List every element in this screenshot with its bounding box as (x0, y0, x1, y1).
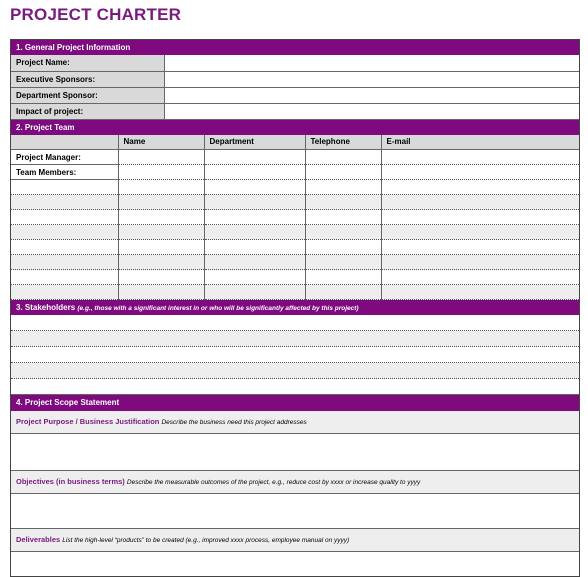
team-cell[interactable] (118, 285, 204, 300)
team-cell[interactable] (118, 255, 204, 270)
team-cell[interactable] (118, 240, 204, 255)
team-cell[interactable] (118, 270, 204, 285)
team-cell[interactable] (381, 150, 579, 165)
team-cell[interactable] (204, 195, 305, 210)
team-cell[interactable] (381, 255, 579, 270)
section-stakeholders-header (11, 300, 579, 315)
team-row (11, 180, 579, 195)
objectives-heading (11, 471, 579, 494)
team-cell[interactable] (381, 210, 579, 225)
deliverables-heading (11, 529, 579, 552)
team-cell[interactable] (305, 165, 381, 180)
team-cell[interactable] (305, 150, 381, 165)
purpose-heading (11, 411, 579, 434)
section-team-header: 2. Project Team (11, 120, 579, 135)
stakeholders-note: (e.g., those with a significant interest in or who will be significantly affected by this project) (77, 305, 359, 312)
team-cell[interactable] (305, 240, 381, 255)
team-members-label: Team Members: (11, 165, 118, 180)
team-cell[interactable] (11, 225, 118, 240)
team-cell[interactable] (11, 240, 118, 255)
team-cell[interactable] (11, 270, 118, 285)
stakeholder-line[interactable] (11, 347, 579, 363)
department-sponsor-field[interactable] (164, 87, 579, 103)
team-cell[interactable] (11, 285, 118, 300)
team-cell[interactable] (381, 270, 579, 285)
team-row (11, 270, 579, 285)
team-cell[interactable] (305, 225, 381, 240)
team-cell[interactable] (305, 270, 381, 285)
section-general-header: 1. General Project Information (11, 40, 579, 55)
team-cell[interactable] (204, 225, 305, 240)
objectives-title: Objectives (in business terms) (16, 477, 125, 486)
project-team-table (11, 135, 579, 301)
team-cell[interactable] (381, 180, 579, 195)
executive-sponsors-label: Executive Sponsors: (11, 71, 164, 87)
team-cell[interactable] (305, 180, 381, 195)
team-cell[interactable] (204, 240, 305, 255)
impact-field[interactable] (164, 103, 579, 119)
team-header-row (11, 135, 579, 150)
col-department: Department (204, 135, 305, 150)
team-cell[interactable] (204, 255, 305, 270)
stakeholder-line[interactable] (11, 363, 579, 379)
team-cell[interactable] (305, 210, 381, 225)
team-cell[interactable] (204, 165, 305, 180)
project-name-label: Project Name: (11, 55, 164, 71)
team-corner-cell (11, 135, 118, 150)
team-cell[interactable] (11, 195, 118, 210)
charter-form (10, 39, 580, 577)
team-cell[interactable] (381, 165, 579, 180)
team-row (11, 165, 579, 180)
deliverables-title: Deliverables (16, 535, 61, 544)
col-email: E-mail (381, 135, 579, 150)
project-manager-label: Project Manager: (11, 150, 118, 165)
team-cell[interactable] (305, 255, 381, 270)
team-cell[interactable] (305, 195, 381, 210)
team-cell[interactable] (305, 285, 381, 300)
deliverables-desc: List the high-level “products” to be created (e.g., improved xxxx process, employee manual on yyyy) (62, 537, 350, 544)
deliverables-box[interactable] (11, 552, 579, 576)
team-row (11, 210, 579, 225)
team-cell[interactable] (118, 150, 204, 165)
row-department-sponsor (11, 87, 579, 103)
col-telephone: Telephone (305, 135, 381, 150)
executive-sponsors-field[interactable] (164, 71, 579, 87)
team-cell[interactable] (204, 270, 305, 285)
team-row (11, 255, 579, 270)
stakeholder-line[interactable] (11, 379, 579, 395)
team-row (11, 150, 579, 165)
team-cell[interactable] (381, 240, 579, 255)
team-cell[interactable] (204, 150, 305, 165)
department-sponsor-label: Department Sponsor: (11, 87, 164, 103)
purpose-box[interactable] (11, 434, 579, 471)
team-cell[interactable] (118, 180, 204, 195)
team-cell[interactable] (204, 210, 305, 225)
col-name: Name (118, 135, 204, 150)
team-cell[interactable] (11, 255, 118, 270)
team-cell[interactable] (118, 225, 204, 240)
team-cell[interactable] (381, 285, 579, 300)
stakeholder-line[interactable] (11, 315, 579, 331)
row-executive-sponsors (11, 71, 579, 87)
row-impact (11, 103, 579, 119)
impact-label: Impact of project: (11, 103, 164, 119)
team-row (11, 240, 579, 255)
purpose-desc: Describe the business need this project addresses (161, 419, 307, 426)
section-scope-header: 4. Project Scope Statement (11, 395, 579, 411)
general-info-table (11, 55, 579, 120)
team-cell[interactable] (11, 180, 118, 195)
stakeholders-title: 3. Stakeholders (16, 303, 76, 312)
team-row (11, 195, 579, 210)
team-cell[interactable] (118, 195, 204, 210)
objectives-desc: Describe the measurable outcomes of the project, e.g., reduce cost by xxxx or increase quality to yyyy (126, 479, 421, 486)
team-row (11, 285, 579, 300)
project-name-field[interactable] (164, 55, 579, 71)
stakeholder-line[interactable] (11, 331, 579, 347)
team-cell[interactable] (11, 210, 118, 225)
team-cell[interactable] (381, 225, 579, 240)
team-cell[interactable] (118, 165, 204, 180)
team-row (11, 225, 579, 240)
team-cell[interactable] (204, 285, 305, 300)
team-cell[interactable] (381, 195, 579, 210)
page-title: PROJECT CHARTER (10, 5, 182, 24)
row-project-name (11, 55, 579, 71)
stakeholders-area (11, 315, 579, 395)
purpose-title: Project Purpose / Business Justification (16, 417, 160, 426)
team-cell[interactable] (118, 210, 204, 225)
objectives-box[interactable] (11, 494, 579, 529)
team-cell[interactable] (204, 180, 305, 195)
